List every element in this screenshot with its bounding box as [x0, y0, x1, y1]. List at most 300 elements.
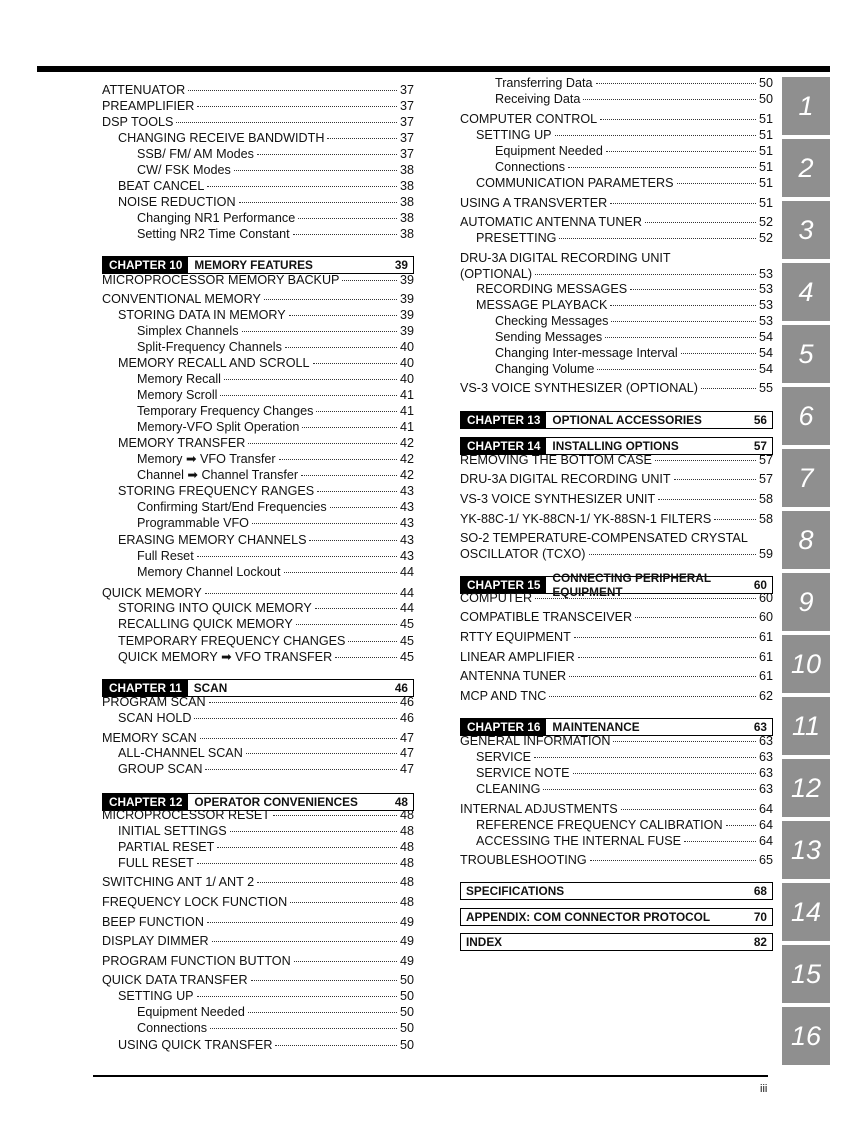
toc-entry[interactable] — [460, 297, 773, 313]
toc-entry[interactable] — [102, 371, 414, 387]
toc-entry[interactable] — [460, 250, 773, 282]
dot-leader — [234, 170, 397, 171]
toc-entry-page: 47 — [399, 746, 414, 760]
dot-leader — [534, 757, 756, 758]
toc-entry-text: Memory Channel Lockout — [137, 565, 281, 579]
toc-entry[interactable] — [102, 1020, 414, 1036]
toc-entry[interactable] — [460, 817, 773, 833]
toc-entry-page: 44 — [399, 601, 414, 615]
toc-entry-page: 41 — [399, 404, 414, 418]
toc-entry-text: QUICK DATA TRANSFER — [102, 973, 248, 987]
dot-leader — [714, 519, 756, 520]
toc-entry-page: 55 — [758, 381, 773, 395]
toc-entry[interactable] — [460, 668, 773, 684]
toc-entry-text: ERASING MEMORY CHANNELS — [118, 533, 307, 547]
dot-leader — [205, 593, 397, 594]
toc-entry-page: 45 — [399, 650, 414, 664]
toc-entry[interactable] — [460, 649, 773, 665]
toc-entry-text: COMPUTER — [460, 591, 533, 605]
toc-entry-text: SCAN HOLD — [118, 711, 192, 725]
toc-entry[interactable] — [460, 781, 773, 797]
toc-entry[interactable] — [460, 801, 773, 817]
dot-leader — [197, 556, 397, 557]
dot-leader — [330, 507, 397, 508]
toc-entry[interactable] — [460, 143, 773, 159]
toc-entry[interactable] — [102, 82, 414, 98]
toc-entry-page: 63 — [758, 766, 773, 780]
toc-entry-text: MEMORY RECALL AND SCROLL — [118, 356, 310, 370]
chapter-tab-15[interactable]: 15 — [782, 945, 830, 1003]
dot-leader — [645, 222, 756, 223]
toc-entry-page: 63 — [758, 782, 773, 796]
dot-leader — [290, 902, 397, 903]
toc-entry[interactable] — [460, 214, 773, 230]
section-box[interactable] — [460, 882, 773, 900]
toc-entry-page: 51 — [758, 128, 773, 142]
dot-leader — [535, 274, 756, 275]
toc-entry[interactable] — [102, 585, 414, 601]
dot-leader — [257, 882, 397, 883]
toc-entry[interactable] — [460, 380, 773, 396]
dot-leader — [674, 479, 756, 480]
chapter-page: 60 — [753, 578, 767, 592]
toc-entry[interactable] — [102, 515, 414, 531]
dot-leader — [543, 789, 756, 790]
toc-entry[interactable] — [102, 761, 414, 777]
toc-entry[interactable] — [460, 159, 773, 175]
toc-entry-text: MEMORY SCAN — [102, 731, 197, 745]
toc-entry-text: Channel ➡ Channel Transfer — [137, 468, 299, 482]
toc-entry[interactable] — [102, 272, 414, 288]
toc-entry-text: COMMUNICATION PARAMETERS — [476, 176, 674, 190]
dot-leader — [701, 388, 756, 389]
toc-entry-text: MICROPROCESSOR RESET — [102, 808, 270, 822]
chapter-page: 57 — [753, 439, 767, 453]
dot-leader — [197, 996, 397, 997]
toc-entry-text: STORING INTO QUICK MEMORY — [118, 601, 312, 615]
toc-entry-page: 43 — [399, 549, 414, 563]
toc-entry[interactable] — [102, 291, 414, 307]
toc-entry-text: YK-88C-1/ YK-88CN-1/ YK-88SN-1 FILTERS — [460, 512, 712, 526]
toc-entry[interactable] — [102, 633, 414, 649]
dot-leader — [610, 305, 756, 306]
toc-entry-text: Receiving Data — [495, 92, 581, 106]
toc-entry-page: 43 — [399, 500, 414, 514]
dot-leader — [606, 151, 756, 152]
chapter-title: CONNECTING PERIPHERAL EQUIPMENT — [552, 571, 711, 599]
toc-entry[interactable] — [102, 839, 414, 855]
toc-entry-page: 65 — [758, 853, 773, 867]
dot-leader — [600, 119, 756, 120]
toc-entry-text: CLEANING — [476, 782, 541, 796]
toc-entry-line1: DRU-3A DIGITAL RECORDING UNIT — [460, 251, 671, 265]
chapter-tab-14[interactable]: 14 — [782, 883, 830, 941]
toc-entry[interactable] — [460, 511, 773, 527]
toc-entry[interactable] — [102, 339, 414, 355]
toc-entry-page: 52 — [758, 215, 773, 229]
dot-leader — [224, 379, 397, 380]
toc-entry[interactable] — [102, 451, 414, 467]
toc-entry-page: 37 — [399, 147, 414, 161]
toc-entry[interactable] — [102, 323, 414, 339]
toc-entry[interactable] — [460, 175, 773, 191]
dot-leader — [630, 289, 756, 290]
toc-entry[interactable] — [102, 745, 414, 761]
toc-entry-page: 39 — [399, 273, 414, 287]
section-box[interactable] — [460, 908, 773, 926]
dot-leader — [597, 369, 756, 370]
toc-entry-text: Transferring Data — [495, 76, 593, 90]
toc-entry-text: Equipment Needed — [495, 144, 603, 158]
toc-entry-page: 49 — [399, 915, 414, 929]
toc-entry[interactable] — [102, 162, 414, 178]
toc-entry[interactable] — [102, 435, 414, 451]
toc-entry-text: Sending Messages — [495, 330, 603, 344]
toc-entry-text: SERVICE NOTE — [476, 766, 570, 780]
toc-entry-page: 38 — [399, 227, 414, 241]
toc-entry[interactable] — [102, 649, 414, 665]
toc-entry[interactable] — [102, 194, 414, 210]
toc-entry[interactable] — [102, 355, 414, 371]
toc-entry-page: 40 — [399, 372, 414, 386]
chapter-tab-4[interactable]: 4 — [782, 263, 830, 321]
toc-entry[interactable] — [102, 226, 414, 242]
toc-entry[interactable] — [102, 914, 414, 930]
chapter-tab-1[interactable]: 1 — [782, 77, 830, 135]
dot-leader — [327, 138, 397, 139]
toc-entry-text: VS-3 VOICE SYNTHESIZER UNIT — [460, 492, 656, 506]
toc-entry-page: 39 — [399, 324, 414, 338]
toc-entry-page: 47 — [399, 731, 414, 745]
toc-entry-text: SWITCHING ANT 1/ ANT 2 — [102, 875, 255, 889]
toc-entry[interactable] — [102, 1037, 414, 1053]
toc-entry[interactable] — [102, 972, 414, 988]
toc-entry[interactable] — [102, 894, 414, 910]
toc-entry-page: 63 — [758, 750, 773, 764]
toc-entry-text: DSP TOOLS — [102, 115, 174, 129]
toc-entry-text: LINEAR AMPLIFIER — [460, 650, 575, 664]
chapter-page: 46 — [394, 681, 408, 695]
chapter-label: CHAPTER 10 — [103, 257, 188, 273]
toc-entry[interactable] — [460, 75, 773, 91]
dot-leader — [348, 641, 397, 642]
toc-entry[interactable] — [460, 765, 773, 781]
toc-entry[interactable] — [460, 471, 773, 487]
dot-leader — [569, 676, 756, 677]
chapter-tab-11[interactable]: 11 — [782, 697, 830, 755]
toc-entry[interactable] — [102, 532, 414, 548]
toc-entry-page: 37 — [399, 83, 414, 97]
chapter-tab-5[interactable]: 5 — [782, 325, 830, 383]
dot-leader — [197, 863, 397, 864]
toc-entry-text: INTERNAL ADJUSTMENTS — [460, 802, 618, 816]
toc-entry-text: FULL RESET — [118, 856, 194, 870]
toc-entry[interactable] — [102, 1004, 414, 1020]
dot-leader — [242, 331, 397, 332]
toc-entry[interactable] — [460, 852, 773, 868]
toc-entry-text: Changing Volume — [495, 362, 595, 376]
dot-leader — [220, 395, 397, 396]
toc-entry[interactable] — [102, 419, 414, 435]
chapter-tab-3[interactable]: 3 — [782, 201, 830, 259]
toc-entry[interactable] — [102, 114, 414, 130]
toc-entry-page: 41 — [399, 388, 414, 402]
toc-entry[interactable] — [102, 98, 414, 114]
dot-leader — [677, 183, 756, 184]
toc-entry[interactable] — [102, 823, 414, 839]
toc-entry[interactable] — [460, 361, 773, 377]
toc-entry[interactable] — [102, 874, 414, 890]
dot-leader — [342, 280, 397, 281]
toc-entry[interactable] — [460, 452, 773, 468]
toc-entry-text: SSB/ FM/ AM Modes — [137, 147, 254, 161]
toc-entry[interactable] — [102, 483, 414, 499]
chapter-tab-12[interactable]: 12 — [782, 759, 830, 817]
toc-entry-text: Connections — [137, 1021, 208, 1035]
toc-entry-page: 38 — [399, 179, 414, 193]
toc-entry[interactable] — [102, 146, 414, 162]
page-number: iii — [760, 1083, 768, 1095]
chapter-tab-6[interactable]: 6 — [782, 387, 830, 445]
toc-entry-text: PROGRAM SCAN — [102, 695, 206, 709]
toc-entry[interactable] — [460, 590, 773, 606]
chapter-tab-2[interactable]: 2 — [782, 139, 830, 197]
dot-leader — [316, 411, 397, 412]
toc-entry-page: 64 — [758, 802, 773, 816]
toc-entry[interactable] — [460, 230, 773, 246]
toc-entry[interactable] — [460, 91, 773, 107]
dot-leader — [252, 523, 397, 524]
toc-entry-text: Changing NR1 Performance — [137, 211, 296, 225]
toc-entry-page: 53 — [758, 282, 773, 296]
chapter-tab-8[interactable]: 8 — [782, 511, 830, 569]
toc-entry-text: Changing Inter-message Interval — [495, 346, 678, 360]
dot-leader — [194, 718, 397, 719]
chapter-heading[interactable] — [460, 411, 773, 429]
toc-entry-text: TEMPORARY FREQUENCY CHANGES — [118, 634, 346, 648]
toc-entry[interactable] — [460, 329, 773, 345]
toc-entry-text: DRU-3A DIGITAL RECORDING UNIT — [460, 472, 671, 486]
chapter-tab-7[interactable]: 7 — [782, 449, 830, 507]
toc-entry-text: RECORDING MESSAGES — [476, 282, 628, 296]
toc-entry-page: 39 — [399, 308, 414, 322]
toc-entry-text: MESSAGE PLAYBACK — [476, 298, 608, 312]
toc-entry-page: 61 — [758, 650, 773, 664]
toc-entry-page: 48 — [399, 840, 414, 854]
toc-entry-text: VS-3 VOICE SYNTHESIZER (OPTIONAL) — [460, 381, 698, 395]
dot-leader — [611, 321, 756, 322]
toc-entry-text: ALL-CHANNEL SCAN — [118, 746, 243, 760]
chapter-title: INSTALLING OPTIONS — [552, 439, 679, 453]
toc-entry-text: Setting NR2 Time Constant — [137, 227, 290, 241]
toc-entry-page: 54 — [758, 330, 773, 344]
toc-entry[interactable] — [102, 600, 414, 616]
toc-entry[interactable] — [102, 564, 414, 580]
dot-leader — [315, 608, 397, 609]
toc-entry[interactable] — [460, 609, 773, 625]
dot-leader — [621, 809, 756, 810]
toc-entry[interactable] — [102, 307, 414, 323]
toc-entry[interactable] — [102, 807, 414, 823]
toc-entry-page: 43 — [399, 484, 414, 498]
toc-entry-page: 50 — [399, 1021, 414, 1035]
dot-leader — [264, 299, 397, 300]
toc-entry-text: REMOVING THE BOTTOM CASE — [460, 453, 652, 467]
dot-leader — [285, 347, 397, 348]
toc-entry[interactable] — [102, 730, 414, 746]
dot-leader — [535, 598, 756, 599]
chapter-tab-9[interactable]: 9 — [782, 573, 830, 631]
chapter-label: CHAPTER 15 — [461, 577, 546, 593]
toc-entry-text: COMPUTER CONTROL — [460, 112, 598, 126]
chapter-title: MAINTENANCE — [552, 720, 640, 734]
toc-entry[interactable] — [460, 281, 773, 297]
toc-entry[interactable] — [460, 833, 773, 849]
toc-entry-text: BEAT CANCEL — [118, 179, 205, 193]
toc-entry-page: 38 — [399, 211, 414, 225]
dot-leader — [207, 922, 397, 923]
toc-entry[interactable] — [102, 499, 414, 515]
toc-entry-page: 48 — [399, 895, 414, 909]
chapter-page: 63 — [753, 720, 767, 734]
dot-leader — [246, 753, 397, 754]
toc-entry-page: 40 — [399, 340, 414, 354]
toc-entry-page: 58 — [758, 512, 773, 526]
toc-entry-page: 48 — [399, 808, 414, 822]
toc-entry-text: (OPTIONAL) — [460, 267, 533, 281]
toc-entry[interactable] — [102, 953, 414, 969]
dot-leader — [248, 1012, 397, 1013]
toc-entry[interactable] — [460, 345, 773, 361]
toc-entry-page: 59 — [758, 547, 773, 561]
dot-leader — [294, 961, 397, 962]
toc-entry[interactable] — [102, 616, 414, 632]
toc-entry-page: 54 — [758, 346, 773, 360]
toc-entry[interactable] — [102, 548, 414, 564]
toc-entry-text: Memory Recall — [137, 372, 221, 386]
dot-leader — [197, 106, 397, 107]
toc-entry-text: STORING FREQUENCY RANGES — [118, 484, 315, 498]
toc-entry-line2 — [460, 546, 773, 562]
dot-leader — [209, 702, 397, 703]
toc-entry-text: GROUP SCAN — [118, 762, 203, 776]
dot-leader — [335, 657, 397, 658]
dot-leader — [313, 363, 397, 364]
dot-leader — [574, 637, 756, 638]
toc-entry-text: RTTY EQUIPMENT — [460, 630, 571, 644]
toc-entry-page: 51 — [758, 176, 773, 190]
section-box[interactable] — [460, 933, 773, 951]
toc-entry-text: CW/ FSK Modes — [137, 163, 231, 177]
toc-entry-page: 51 — [758, 112, 773, 126]
toc-entry-page: 60 — [758, 610, 773, 624]
toc-entry-line1: SO-2 TEMPERATURE-COMPENSATED CRYSTAL — [460, 531, 748, 545]
toc-entry[interactable] — [460, 749, 773, 765]
toc-entry[interactable] — [102, 467, 414, 483]
toc-entry-page: 50 — [399, 973, 414, 987]
toc-entry-page: 63 — [758, 734, 773, 748]
toc-entry[interactable] — [102, 855, 414, 871]
toc-entry[interactable] — [102, 403, 414, 419]
toc-entry[interactable] — [102, 130, 414, 146]
toc-entry-page: 60 — [758, 591, 773, 605]
toc-entry[interactable] — [460, 733, 773, 749]
toc-entry-text: USING A TRANSVERTER — [460, 196, 608, 210]
chapter-label: CHAPTER 16 — [461, 719, 546, 735]
toc-entry-text: CONVENTIONAL MEMORY — [102, 292, 261, 306]
toc-entry[interactable] — [460, 688, 773, 704]
toc-entry-text: MEMORY TRANSFER — [118, 436, 246, 450]
chapter-tab-13[interactable]: 13 — [782, 821, 830, 879]
toc-entry-text: STORING DATA IN MEMORY — [118, 308, 286, 322]
dot-leader — [205, 769, 397, 770]
toc-entry-text: USING QUICK TRANSFER — [118, 1038, 273, 1052]
toc-entry-page: 40 — [399, 356, 414, 370]
toc-entry-text: GENERAL INFORMATION — [460, 734, 611, 748]
toc-entry-page: 49 — [399, 954, 414, 968]
toc-entry-text: Simplex Channels — [137, 324, 239, 338]
toc-entry-page: 53 — [758, 314, 773, 328]
toc-entry-text: Equipment Needed — [137, 1005, 245, 1019]
dot-leader — [309, 540, 397, 541]
dot-leader — [573, 773, 756, 774]
chapter-title: OPERATOR CONVENIENCES — [194, 795, 358, 809]
toc-entry[interactable] — [102, 988, 414, 1004]
toc-entry-page: 42 — [399, 452, 414, 466]
toc-entry[interactable] — [460, 313, 773, 329]
toc-entry-text: CHANGING RECEIVE BANDWIDTH — [118, 131, 325, 145]
chapter-tab-10[interactable]: 10 — [782, 635, 830, 693]
toc-entry[interactable] — [102, 387, 414, 403]
toc-entry[interactable] — [460, 111, 773, 127]
toc-entry[interactable] — [460, 127, 773, 143]
toc-entry[interactable] — [460, 629, 773, 645]
chapter-label: CHAPTER 14 — [461, 438, 546, 454]
toc-entry-page: 48 — [399, 856, 414, 870]
dot-leader — [583, 99, 756, 100]
toc-entry[interactable] — [460, 530, 773, 562]
toc-entry[interactable] — [460, 491, 773, 507]
toc-entry[interactable] — [102, 694, 414, 710]
dot-leader — [212, 941, 397, 942]
toc-entry[interactable] — [102, 178, 414, 194]
chapter-tab-16[interactable]: 16 — [782, 1007, 830, 1065]
chapter-page: 56 — [753, 413, 767, 427]
toc-entry-text: Connections — [495, 160, 566, 174]
toc-entry-text: PROGRAM FUNCTION BUTTON — [102, 954, 291, 968]
chapter-title: SCAN — [193, 681, 228, 695]
toc-entry-text: RECALLING QUICK MEMORY — [118, 617, 293, 631]
toc-entry-page: 48 — [399, 875, 414, 889]
dot-leader — [296, 624, 397, 625]
dot-leader — [555, 135, 756, 136]
toc-entry[interactable] — [102, 933, 414, 949]
toc-entry[interactable] — [102, 710, 414, 726]
toc-entry[interactable] — [460, 195, 773, 211]
top-rule — [37, 66, 830, 72]
dot-leader — [207, 186, 397, 187]
toc-entry-text: MICROPROCESSOR MEMORY BACKUP — [102, 273, 340, 287]
toc-entry-page: 37 — [399, 131, 414, 145]
toc-entry-page: 61 — [758, 630, 773, 644]
section-box-title: SPECIFICATIONS — [466, 884, 565, 898]
toc-entry-text: SETTING UP — [476, 128, 552, 142]
dot-leader — [230, 831, 397, 832]
section-box-page: 68 — [753, 884, 767, 898]
dot-leader — [200, 738, 397, 739]
toc-entry[interactable] — [102, 210, 414, 226]
dot-leader — [613, 741, 756, 742]
